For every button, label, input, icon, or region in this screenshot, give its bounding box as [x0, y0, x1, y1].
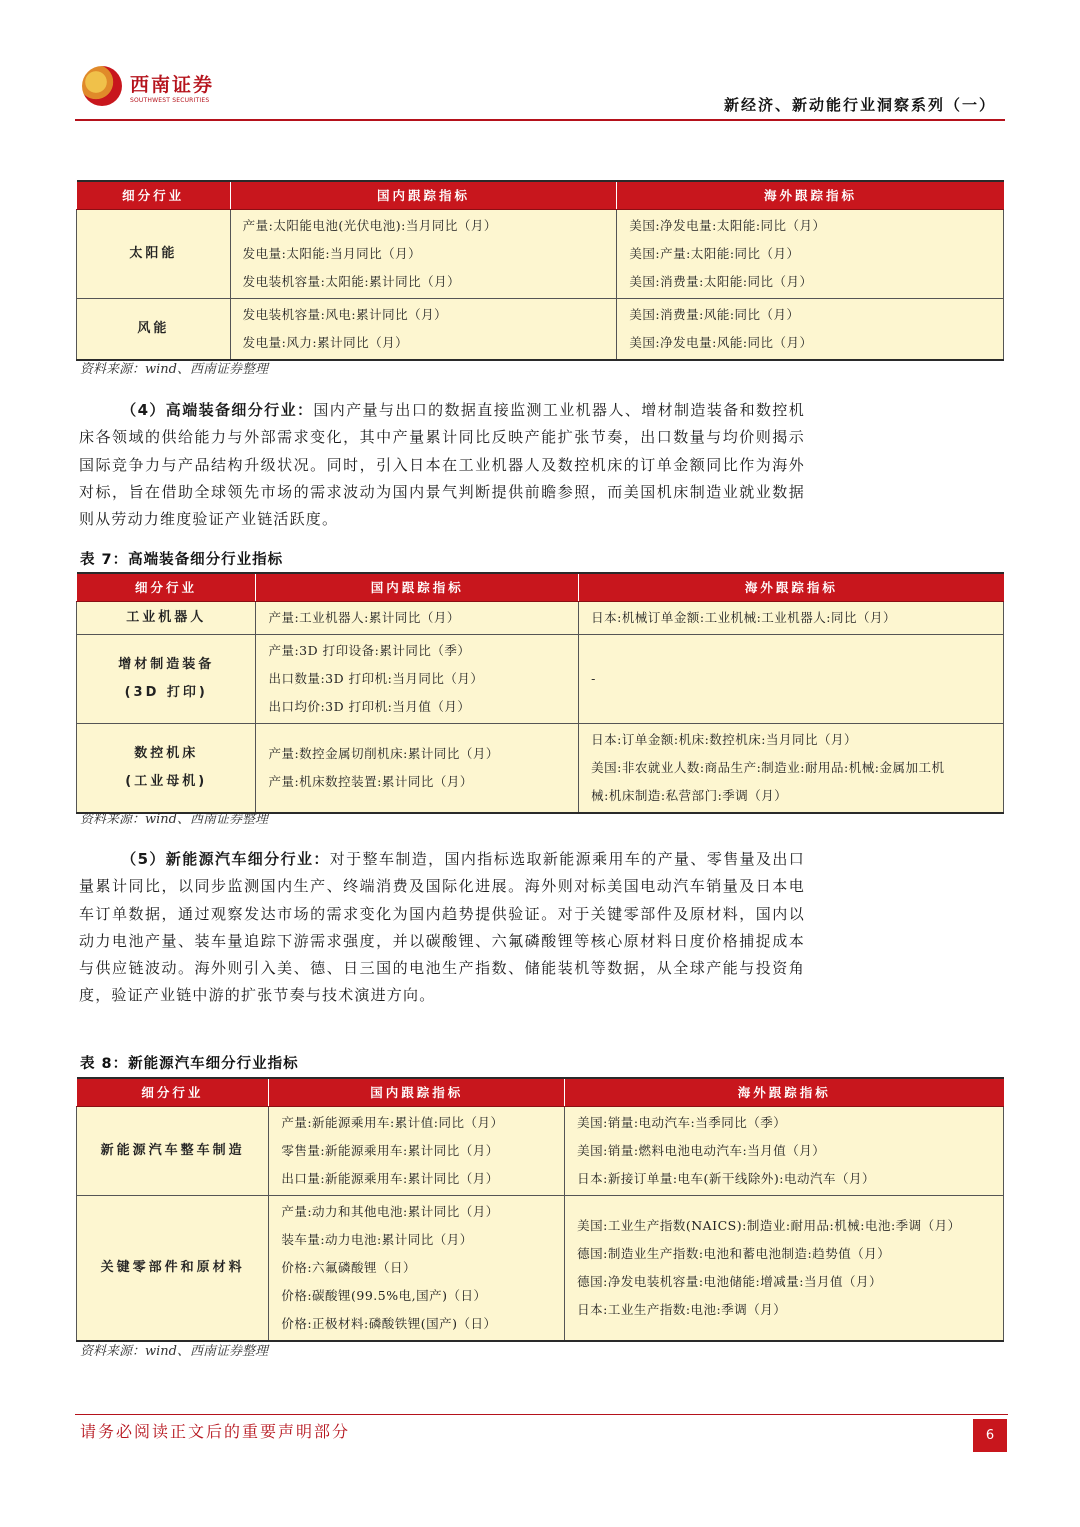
indicator-item: 美国:工业生产指数(NAICS):制造业:耐用品:机械:电池:季调（月） — [577, 1217, 961, 1233]
source-note: 资料来源：wind、西南证券整理 — [80, 1344, 268, 1359]
indicator-item: 日本:订单金额:机床:数控机床:当月同比（月） — [591, 731, 858, 747]
header-divider — [75, 119, 1005, 121]
overseas-cell — [579, 723, 1004, 813]
page-header — [0, 0, 1080, 125]
table-caption: 表 7：高端装备细分行业指标 — [80, 552, 284, 568]
indicator-item: 产量:数控金属切削机床:累计同比（月） — [268, 745, 499, 761]
table-row — [77, 298, 1004, 360]
table-row — [77, 634, 1004, 723]
indicator-item: 价格:正极材料:磷酸铁锂(国产)（日） — [281, 1315, 497, 1331]
segment-cell: 新能源汽车整车制造 — [77, 1106, 269, 1195]
table-row — [77, 723, 1004, 813]
overseas-cell — [617, 209, 1004, 298]
indicator-item: 产量:机床数控装置:累计同比（月） — [268, 773, 473, 789]
indicator-item: 德国:制造业生产指数:电池和蓄电池制造:趋势值（月） — [577, 1245, 891, 1261]
paragraph-lead: （5）新能源汽车细分行业： — [121, 850, 330, 868]
indicator-item: 美国:销量:电动汽车:当季同比（季） — [577, 1114, 787, 1130]
logo-text-en: SOUTHWEST SECURITIES — [130, 97, 210, 104]
indicator-item: 产量:新能源乘用车:累计值:同比（月） — [281, 1114, 504, 1130]
paragraph-text: 对于整车制造，国内指标选取新能源乘用车的产量、零售量及出口量累计同比，以同步监测国内生产、终端消费及国际化进展。海外则对标美国电动汽车销量及日本电车订单数据，通过观察发达市场的需求变化为国内趋势提供验证。对于关键零部件及原材料，国内以动力电池产量、装车量追踪下游需求强度，并以碳酸锂、六氟磷酸锂等核心原材料日度价格捕捉成本与供应链波动。海外则引入美、德、日三国的电池生产指数、储能装机等数据，从全球产能与投资角度，验证产业链中游的扩张节奏与技术演进方向。 — [79, 850, 805, 1005]
paragraph-text: 国内产量与出口的数据直接监测工业机器人、增材制造装备和数控机床各领域的供给能力与外部需求变化，其中产量累计同比反映产能扩张节奏，出口数量与均价则揭示国际竞争力与产品结构升级状况。同时，引入日本在工业机器人及数控机床的订单金额同比作为海外对标，旨在借助全球领先市场的需求波动为国内景气判断提供前瞻参照，而美国机床制造业就业数据则从劳动力维度验证产业链活跃度。 — [79, 401, 805, 529]
indicator-item: 价格:六氟磷酸锂（日） — [281, 1259, 417, 1275]
col-header-domestic: 国内跟踪指标 — [230, 181, 617, 209]
col-header-domestic: 国内跟踪指标 — [269, 1078, 565, 1106]
col-header-overseas: 海外跟踪指标 — [579, 573, 1004, 601]
table-row — [77, 601, 1004, 634]
overseas-cell — [579, 601, 1004, 634]
footer-divider — [75, 1414, 1008, 1415]
indicator-item: 日本:机械订单金额:工业机械:工业机器人:同比（月） — [591, 609, 897, 625]
paragraph-nev — [79, 846, 805, 1010]
domestic-cell — [256, 601, 579, 634]
indicator-item: 美国:产量:太阳能:同比（月） — [629, 245, 800, 261]
segment-cell: 数控机床 (工业母机) — [77, 723, 256, 813]
indicator-item: 产量:动力和其他电池:累计同比（月） — [281, 1203, 499, 1219]
domestic-cell — [269, 1106, 565, 1195]
segment-cell: 太阳能 — [77, 209, 231, 298]
col-header-domestic: 国内跟踪指标 — [256, 573, 579, 601]
indicator-item: 德国:净发电装机容量:电池储能:增减量:当月值（月） — [577, 1273, 882, 1289]
indicator-item: 出口量:新能源乘用车:累计同比（月） — [281, 1170, 499, 1186]
indicator-item: 美国:销量:燃料电池电动汽车:当月值（月） — [577, 1142, 826, 1158]
high-end-equipment-table — [76, 572, 1004, 814]
indicator-item: 发电量:风力:累计同比（月） — [242, 334, 409, 350]
series-title: 新经济、新动能行业洞察系列（一） — [723, 96, 996, 114]
indicator-item: 美国:消费量:太阳能:同比（月） — [629, 273, 813, 289]
overseas-cell — [617, 298, 1004, 360]
domestic-cell — [230, 209, 617, 298]
table-row — [77, 1195, 1004, 1341]
table-row — [77, 209, 1004, 298]
domestic-cell — [269, 1195, 565, 1341]
indicator-item: 发电装机容量:太阳能:累计同比（月） — [242, 273, 461, 289]
source-note: 资料来源：wind、西南证券整理 — [80, 812, 268, 827]
indicator-item: 美国:净发电量:风能:同比（月） — [629, 334, 813, 350]
source-note: 资料来源：wind、西南证券整理 — [80, 362, 268, 377]
segment-cell: 关键零部件和原材料 — [77, 1195, 269, 1341]
indicator-item: 出口数量:3D 打印机:当月同比（月） — [268, 670, 484, 686]
overseas-cell — [579, 634, 1004, 723]
logo-text-cn: 西南证券 — [130, 74, 215, 96]
indicator-item: 价格:碳酸锂(99.5%电,国产)（日） — [281, 1287, 487, 1303]
indicator-item: 发电量:太阳能:当月同比（月） — [242, 245, 422, 261]
indicator-item: 日本:工业生产指数:电池:季调（月） — [577, 1301, 787, 1317]
energy-indicator-table — [76, 180, 1004, 361]
indicator-item: 产量:3D 打印设备:累计同比（季） — [268, 642, 471, 658]
company-logo — [82, 66, 222, 110]
segment-cell: 增材制造装备 (3D 打印) — [77, 634, 256, 723]
indicator-item: 产量:太阳能电池(光伏电池):当月同比（月） — [242, 217, 497, 233]
nev-indicator-table — [76, 1077, 1004, 1342]
indicator-item: - — [591, 670, 596, 686]
indicator-item: 发电装机容量:风电:累计同比（月） — [242, 306, 448, 322]
domestic-cell — [230, 298, 617, 360]
indicator-item: 美国:消费量:风能:同比（月） — [629, 306, 800, 322]
paragraph-high-end-equipment — [79, 397, 805, 533]
table-row — [77, 1106, 1004, 1195]
page-number: 6 — [973, 1419, 1007, 1452]
segment-cell: 工业机器人 — [77, 601, 256, 634]
table-caption: 表 8：新能源汽车细分行业指标 — [80, 1056, 299, 1072]
indicator-item: 装车量:动力电池:累计同比（月） — [281, 1231, 473, 1247]
overseas-cell — [565, 1195, 1004, 1341]
overseas-cell — [565, 1106, 1004, 1195]
col-header-overseas: 海外跟踪指标 — [565, 1078, 1004, 1106]
col-header-segment: 细分行业 — [77, 1078, 269, 1106]
indicator-item: 日本:新接订单量:电车(新干线除外):电动汽车（月） — [577, 1170, 875, 1186]
indicator-item: 美国:净发电量:太阳能:同比（月） — [629, 217, 826, 233]
col-header-segment: 细分行业 — [77, 573, 256, 601]
paragraph-lead: （4）高端装备细分行业： — [121, 401, 314, 419]
domestic-cell — [256, 634, 579, 723]
indicator-item: 零售量:新能源乘用车:累计同比（月） — [281, 1142, 499, 1158]
col-header-overseas: 海外跟踪指标 — [617, 181, 1004, 209]
logo-emblem-icon — [82, 66, 122, 106]
segment-cell: 风能 — [77, 298, 231, 360]
domestic-cell — [256, 723, 579, 813]
indicator-item: 产量:工业机器人:累计同比（月） — [268, 609, 460, 625]
indicator-item: 美国:非农就业人数:商品生产:制造业:耐用品:机械:金属加工机 — [591, 759, 945, 775]
col-header-segment: 细分行业 — [77, 181, 231, 209]
indicator-item: 械:机床制造:私营部门:季调（月） — [591, 787, 788, 803]
indicator-item: 出口均价:3D 打印机:当月值（月） — [268, 698, 471, 714]
footer-notice: 请务必阅读正文后的重要声明部分 — [80, 1422, 351, 1441]
